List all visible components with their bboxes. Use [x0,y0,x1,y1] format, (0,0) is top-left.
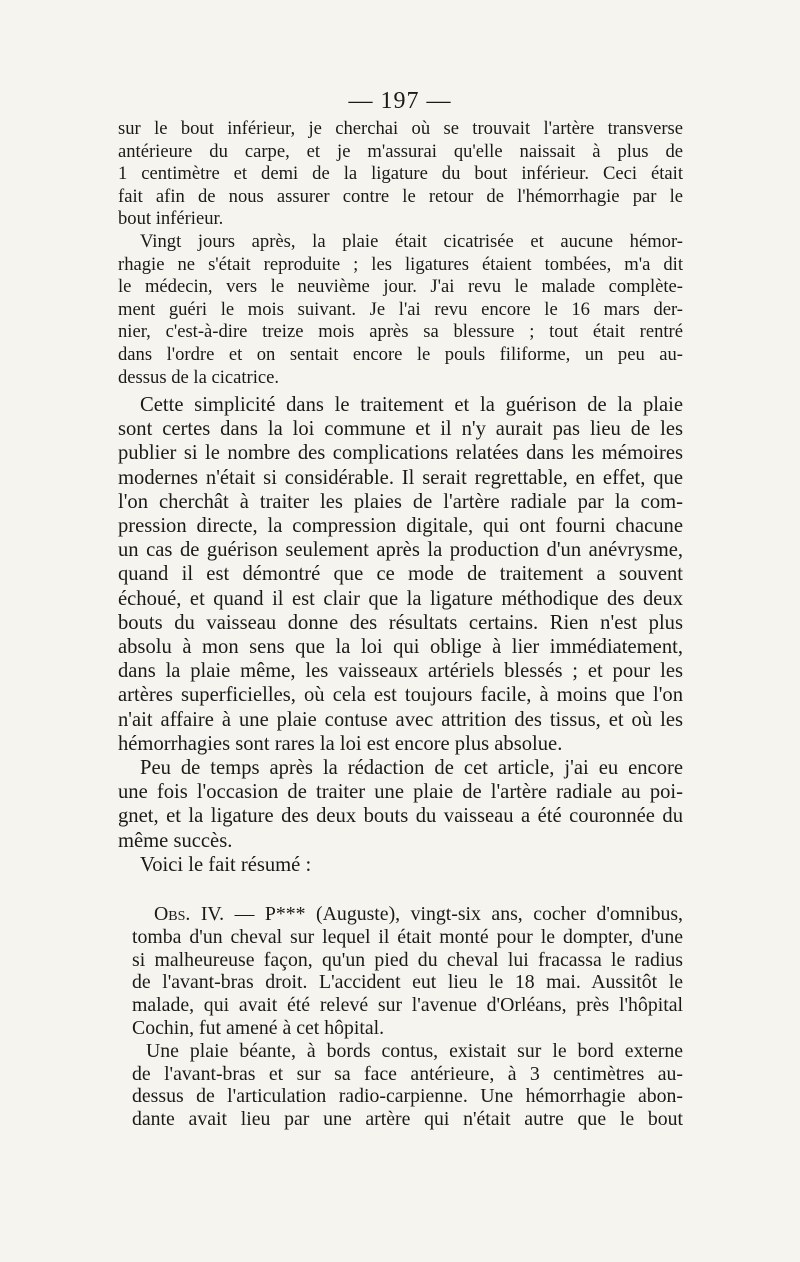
text-line: sur le bout inférieur, je cherchai où se trouvait l'artère transverse [118,118,683,139]
paragraph-6 [118,1040,683,1131]
text-line: Peu de temps après la rédaction de cet article, j'ai eu encore [140,757,683,780]
text-line: publier si le nombre des complications relatées dans les mémoires [118,442,683,465]
text-line: de l'avant-bras droit. L'accident eut lieu le 18 mai. Aussitôt le [132,971,683,994]
text-line: si malheureuse façon, qu'un pied du cheval lui fracassa le radius [132,948,683,971]
text-line: absolu à mon sens que la loi qui oblige à lier immédiatement, [118,636,683,659]
page-number: — 197 — [348,88,452,114]
text-line: Une plaie béante, à bords contus, existait sur le bord externe [146,1039,683,1062]
observation-paragraph [118,903,683,1040]
text-line: bouts du vaisseau donne des résultats certains. Rien n'est plus [118,611,683,634]
text-line: Cochin, fut amené à cet hôpital. [132,1016,385,1039]
text-line: un cas de guérison seulement après la production d'un anévrysme, [118,539,683,562]
text-line: sont certes dans la loi commune et il n'y aurait pas lieu de les [118,418,683,441]
text-line: Cette simplicité dans le traitement et la guérison de la plaie [140,394,683,416]
text-line: même succès. [118,829,233,852]
text-line: dans l'ordre et on sentait encore le pouls filiforme, un peu au- [118,343,683,365]
text-line: Voici le fait résumé : [140,853,312,876]
text-line: rhagie ne s'était reproduite ; les ligatures étaient tombées, m'a dit [118,253,683,275]
text-line: pression directe, la compression digitale, qui ont fourni chacune [118,515,683,538]
text-line: dessus de l'articulation radio-carpienne. Une hémorrhagie abon- [132,1085,683,1108]
text-line: échoué, et quand il est clair que la ligature méthodique des deux [118,587,683,610]
paragraph-4 [118,756,683,853]
text-line: le médecin, vers le neuvième jour. J'ai revu le malade complète- [118,276,683,298]
text-line: n'ait affaire à une plaie contuse avec attrition des tissus, et où les [118,708,683,731]
paragraph-5 [118,853,683,877]
text-line: dante avait lieu par une artère qui n'était autre que le bout [132,1108,683,1131]
paragraph-1 [118,118,683,231]
small-print-section [118,118,683,389]
text-line: nier, c'est-à-dire treize mois après sa blessure ; tout était rentré [118,321,683,343]
text-line: une fois l'occasion de traiter une plaie de l'artère radiale au poi- [118,781,683,804]
text-line: modernes n'était si considérable. Il serait regrettable, en effet, que [118,466,683,489]
paragraph-2 [118,231,683,389]
text-line: gnet, et la ligature des deux bouts du vaisseau a été couronnée du [118,805,683,828]
text-line: de l'avant-bras et sur sa face antérieure, à 3 centimètres au- [132,1062,683,1085]
text-line: hémorrhagies sont rares la loi est encore plus absolue. [118,732,563,755]
text-line: artères superficielles, où cela est toujours facile, à moins que l'on [118,684,683,707]
text-line: antérieure du carpe, et je m'assurai qu'elle naissait à plus de [118,140,683,162]
text-line: ment guéri le mois suivant. Je l'ai revu encore le 16 mars der- [118,298,683,320]
main-text-section [118,393,683,877]
text-line: tomba d'un cheval sur lequel il était monté pour le dompter, d'une [132,925,683,948]
text-line: malade, qui avait été relevé sur l'avenue d'Orléans, près l'hôpital [132,994,683,1017]
paragraph-3 [118,393,683,756]
text-line: dessus de la cicatrice. [118,366,280,388]
observation-label: Obs. IV. [154,903,225,925]
text-line: bout inférieur. [118,208,224,230]
text-line: fait afin de nous assurer contre le retour de l'hémorrhagie par le [118,185,683,207]
text-line: 1 centimètre et demi de la ligature du bout inférieur. Ceci était [118,163,683,185]
text-line: l'on cherchât à traiter les plaies de l'artère radiale par la com- [118,490,683,513]
text-line: Vingt jours après, la plaie était cicatrisée et aucune hémor- [140,230,683,252]
text-line: quand il est démontré que ce mode de traitement a souvent [118,563,683,586]
text-line [132,903,683,926]
observation-first-line: — P*** (Auguste), vingt-six ans, cocher d'omnibus, [224,903,683,925]
text-line: dans la plaie même, les vaisseaux artériels blessés ; et pour les [118,660,683,683]
observation-section [118,903,683,1131]
